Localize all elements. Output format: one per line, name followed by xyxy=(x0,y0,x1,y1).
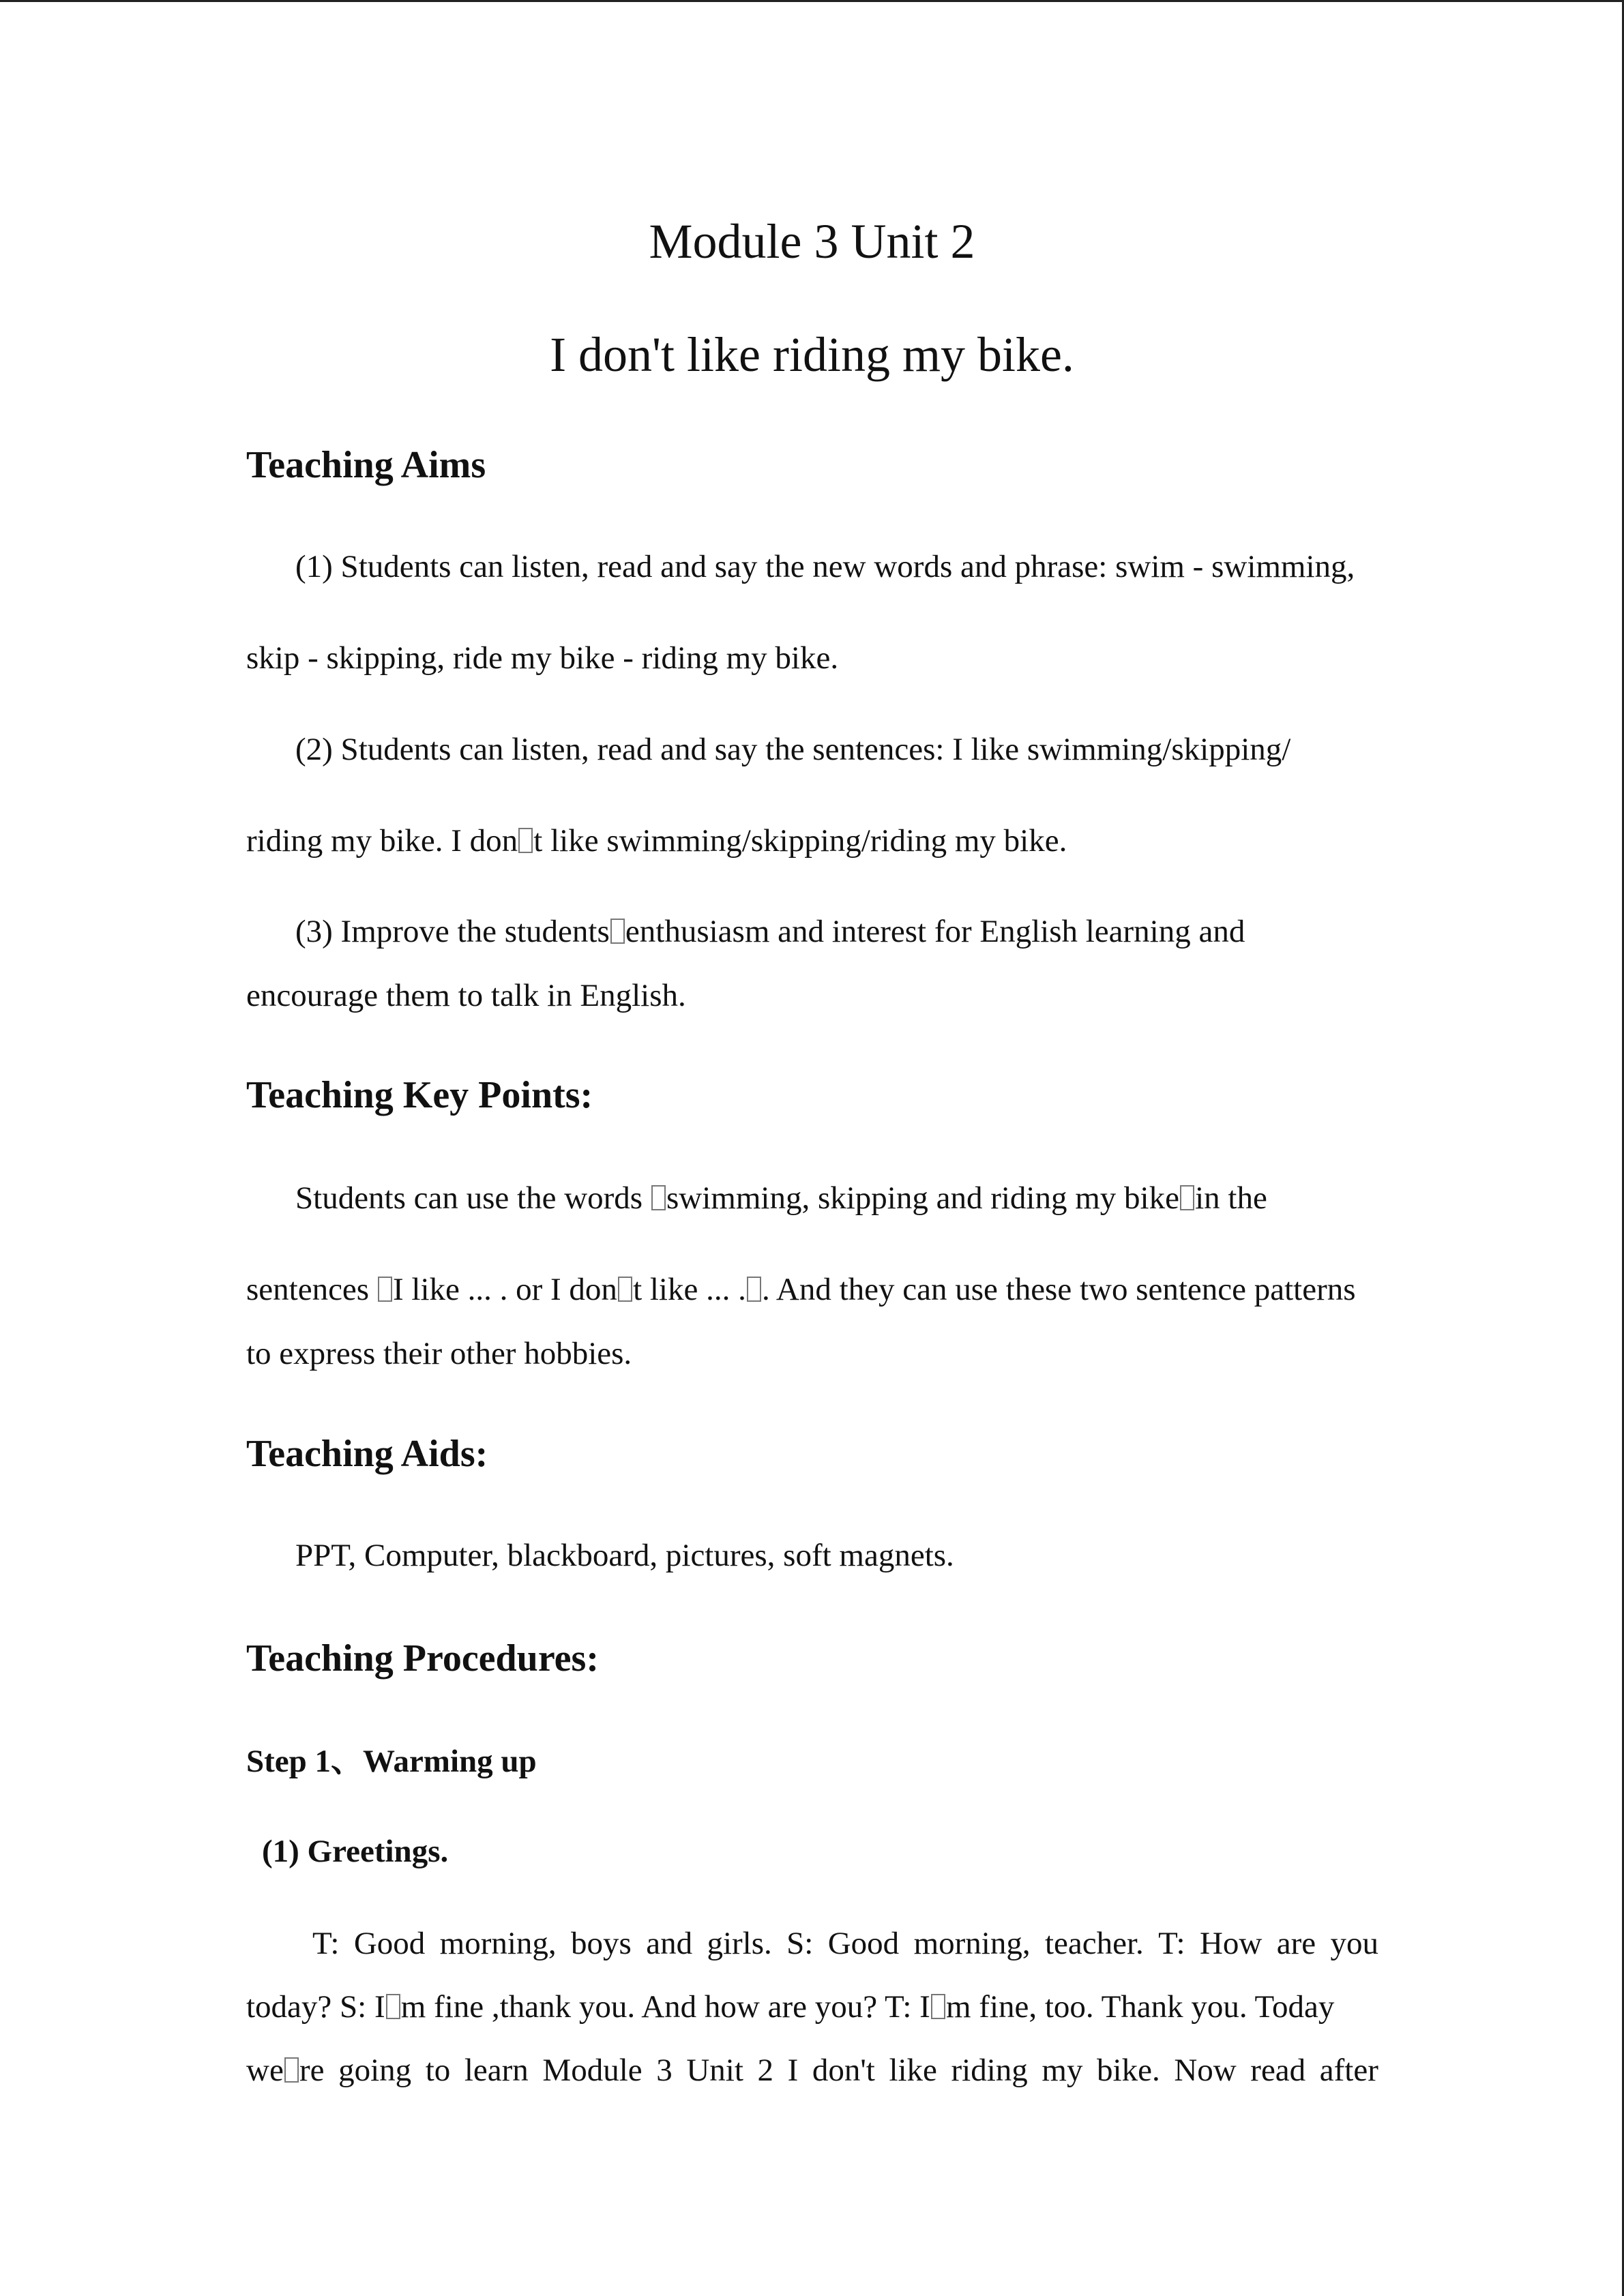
dialog-text-c: m fine, too. Thank you. Today xyxy=(945,1989,1335,2025)
dialog-line-1-word: T: xyxy=(1158,1926,1185,1961)
dialog-line-3-word: bike. xyxy=(1097,2053,1160,2088)
aim-3-text-a: (3) Improve the students xyxy=(295,914,610,949)
missing-glyph-icon xyxy=(518,828,533,853)
missing-glyph-icon xyxy=(747,1277,761,1302)
dialog-line-1-word: are xyxy=(1276,1926,1316,1961)
aim-2-line-1: (2) Students can listen, read and say the sentences: I like swimming/skipping/ xyxy=(295,732,1291,767)
key-points-line-1 xyxy=(295,1182,1267,1214)
aim-1-line-2: skip - skipping, ride my bike - riding my bike. xyxy=(246,640,839,676)
key-points-text-e: I like ... . or I don xyxy=(392,1272,617,1307)
missing-glyph-icon xyxy=(610,919,625,944)
missing-glyph-icon xyxy=(618,1277,632,1302)
dialog-line-3-word: after xyxy=(1319,2053,1378,2088)
dialog-line-1-word: Good xyxy=(827,1926,900,1961)
dialog-line-1-word: boys xyxy=(571,1926,632,1961)
dialog-line-1-word: S: xyxy=(786,1926,814,1961)
dialog-line-3-word: riding xyxy=(951,2053,1028,2088)
dialog-line-1-word: and xyxy=(646,1926,693,1961)
dialog-line-3-word: 3 xyxy=(656,2053,673,2088)
aim-3-line-2: encourage them to talk in English. xyxy=(246,978,686,1013)
missing-glyph-icon xyxy=(651,1185,666,1210)
dialog-line-3-word: to xyxy=(425,2053,451,2088)
heading-teaching-key-points: Teaching Key Points: xyxy=(246,1074,593,1116)
key-points-text-b: swimming, skipping and riding my bike xyxy=(666,1180,1179,1216)
aim-2-text-a: riding my bike. I don xyxy=(246,823,518,859)
dialog-line-3-word: learn xyxy=(464,2053,529,2088)
aim-2-text-b: t like swimming/skipping/riding my bike. xyxy=(533,823,1067,859)
dialog-line-3-word: Now xyxy=(1174,2053,1237,2088)
dialog-text-a: today? S: I xyxy=(246,1989,385,2025)
dialog-line-3-word: 2 xyxy=(757,2053,773,2088)
dialog-line-3-word: read xyxy=(1250,2053,1306,2088)
aids-line-1: PPT, Computer, blackboard, pictures, soft magnets. xyxy=(295,1538,954,1573)
dialog-line-1-word: girls. xyxy=(707,1926,772,1961)
missing-glyph-icon xyxy=(284,2057,299,2083)
dialog-line-3-word: don't xyxy=(812,2053,875,2088)
dialog-line-1-word: How xyxy=(1199,1926,1263,1961)
dialog-line-3-word: like xyxy=(889,2053,937,2088)
step-1-heading: Step 1、Warming up xyxy=(246,1744,537,1779)
dialog-line-3-word: my xyxy=(1042,2053,1083,2088)
dialog-text-b: m fine ,thank you. And how are you? T: I xyxy=(400,1989,930,2025)
dialog-word-we xyxy=(246,2055,324,2087)
heading-teaching-procedures: Teaching Procedures: xyxy=(246,1637,599,1680)
dialog-line-1-word: you xyxy=(1330,1926,1378,1961)
heading-teaching-aids: Teaching Aids: xyxy=(246,1433,488,1475)
dialog-line-3-word: I xyxy=(787,2053,799,2088)
dialog-line-1-word: Good xyxy=(353,1926,426,1961)
key-points-line-3: to express their other hobbies. xyxy=(246,1336,632,1371)
missing-glyph-icon xyxy=(386,1994,400,2019)
key-points-text-a: Students can use the words xyxy=(295,1180,651,1216)
key-points-text-f: t like ... . xyxy=(633,1272,746,1307)
aim-2-line-2 xyxy=(246,825,1067,857)
dialog-line-1-word: T: xyxy=(312,1926,340,1961)
aim-3-text-b: enthusiasm and interest for English learning and xyxy=(625,914,1245,949)
key-points-text-g: . And they can use these two sentence patterns xyxy=(762,1272,1356,1307)
missing-glyph-icon xyxy=(378,1277,392,1302)
dialog-text-we: we xyxy=(246,2053,284,2088)
dialog-line-1-word: morning, xyxy=(913,1926,1031,1961)
dialog-line-1 xyxy=(312,1928,1378,1960)
dialog-line-3-word: going xyxy=(338,2053,412,2088)
dialog-line-3-word: Module xyxy=(542,2053,643,2088)
document-subtitle: I don't like riding my bike. xyxy=(550,327,1074,382)
dialog-line-2 xyxy=(246,1991,1334,2023)
aim-3-line-1 xyxy=(295,916,1245,948)
key-points-text-d: sentences xyxy=(246,1272,377,1307)
dialog-text-re: re xyxy=(299,2053,325,2088)
missing-glyph-icon xyxy=(931,1994,945,2019)
dialog-line-1-word: morning, xyxy=(439,1926,557,1961)
missing-glyph-icon xyxy=(1180,1185,1194,1210)
key-points-text-c: in the xyxy=(1195,1180,1267,1216)
dialog-line-1-word: teacher. xyxy=(1044,1926,1144,1961)
greetings-heading: (1) Greetings. xyxy=(262,1834,449,1869)
dialog-line-3-word: Unit xyxy=(686,2053,743,2088)
key-points-line-2 xyxy=(246,1274,1356,1306)
document-title: Module 3 Unit 2 xyxy=(649,214,975,269)
heading-teaching-aims: Teaching Aims xyxy=(246,444,486,486)
aim-1-line-1: (1) Students can listen, read and say the new words and phrase: swim - swimming, xyxy=(295,549,1355,584)
dialog-line-3 xyxy=(246,2055,1378,2087)
